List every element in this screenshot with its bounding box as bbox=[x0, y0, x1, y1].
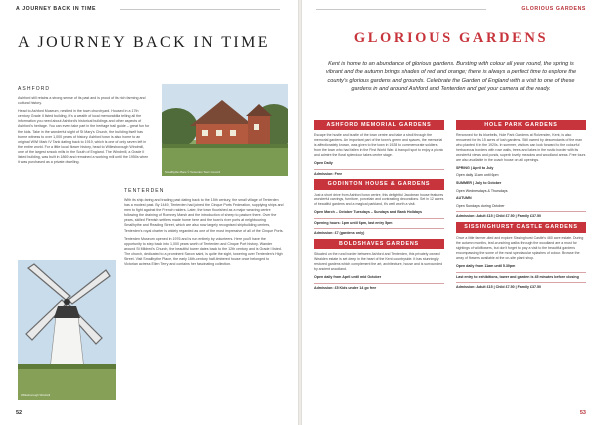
ashford-memorial-admission: Admission: Free bbox=[314, 171, 343, 176]
left-folio: 52 bbox=[16, 410, 23, 416]
house-illustration bbox=[162, 84, 288, 176]
tenterden-label: TENTERDEN bbox=[124, 188, 165, 194]
hole-park-summer-hours: Open Wednesdays & Thursdays bbox=[456, 188, 508, 193]
godinton-body: Just a short drive from Ashford town centre, this delightful Jacobean house features wonderful carvings, furniture, porcelain and contrasting decorations. Set in 12 acres of beautiful gardens and a magical parkland, it's well worth a visit. bbox=[314, 192, 444, 207]
tenterden-text bbox=[124, 198, 284, 267]
gardens-left-column bbox=[314, 120, 444, 293]
sissinghurst-body: Once a little farmer-died and explore Sissinghurst Castle's 460 acre estate. During the autumn months, leaf-crunching walks through the woodland are a must for sightings of wildflowers, but don't forget to pay a visit to the beautiful gardens encompassing the some of the most spectacular splashes of colour. Browse the array of flowers available at the on-site plant shop. bbox=[456, 236, 584, 261]
boldshaves-body: Situated on the rural border between Ashford and Tenterden, this privately owned Wealden estate is set deep in the heart of the Kent countryside. It has stunningly restored gardens which complement the art, architecture, house and is surrounded by ancient woodland. bbox=[314, 252, 443, 272]
ashford-text bbox=[18, 96, 150, 165]
godinton-heading: GODINTON HOUSE & GARDENS bbox=[314, 179, 444, 189]
hole-park-body: Renowned for its bluebells, Hole Park Gardens at Rolvenden, Kent, is also renowned for its 15 acres of lush gardens. Still owned by descendants of the man who planted it in the 1920s. In summer, visitors can look forward to the colourful herbaceous borders with rose walls, trees and lakes in the rustic border with its wonderful views and ponds, superb lovely meadow and woodland areas. Free tours are also available in the coach house on all openings. bbox=[456, 133, 586, 162]
windmill-photo bbox=[18, 260, 116, 400]
godinton-admission: Admission: £7 (gardens only) bbox=[314, 231, 365, 236]
hole-park-autumn: AUTUMN bbox=[456, 196, 472, 201]
sissinghurst-last-entry: Last entry to exhibitions, tower and garden is 45 minutes before closing bbox=[456, 274, 579, 279]
divider bbox=[314, 218, 444, 219]
divider bbox=[314, 228, 444, 229]
right-running-rule bbox=[316, 9, 486, 10]
right-folio: 53 bbox=[579, 410, 586, 416]
sissinghurst-heading: SISSINGHURST CASTLE GARDENS bbox=[456, 222, 586, 233]
hole-park-summer: SUMMER | July to October bbox=[456, 181, 502, 186]
ashford-label: ASHFORD bbox=[18, 86, 51, 92]
hole-park-admission: Admission: Adult £15 | Child £7.50 | Family £37.50 bbox=[456, 214, 541, 219]
divider bbox=[314, 169, 444, 170]
right-running-head: GLORIOUS GARDENS bbox=[521, 6, 586, 12]
divider bbox=[456, 282, 586, 283]
left-running-rule bbox=[120, 9, 280, 10]
divider bbox=[456, 272, 586, 273]
left-running-head: A JOURNEY BACK IN TIME bbox=[16, 6, 97, 12]
hole-park-autumn-hours: Open Sundays during October bbox=[456, 203, 505, 208]
hole-park-spring-hours: Open daily 11am until 6pm bbox=[456, 173, 499, 178]
ashford-paragraph: Ashford still retains a strong sense of its past and is proud of its rich farming and cultural history. bbox=[18, 96, 146, 106]
tenterden-paragraph: Tenterden Museum opened in 1976 and is run entirely by volunteers. Here you'll have the opportunity to step back into 1,000 years worth of Tenterden and Cinque Port history. Wander around St Mildred's Church, the beautiful tower dates back to the 12th century and is Grade I listed. The church, dedicated to a prominent Saxon saint, is quite the sight, towering over Tenterden's High Street. Visit Smallhythe Place, the early 16th-century half-timbered house once belonged to Victorian actress Ellen Terry and contains her fascinating collection. bbox=[124, 236, 283, 267]
right-page-title: GLORIOUS GARDENS bbox=[353, 30, 549, 46]
right-page bbox=[302, 0, 600, 425]
ashford-memorial-body: Escape the hustle and bustle of the town centre and take a stroll through the memorial gardens. An important part of the town's green and spaces, the memorial is affectionately known, was given to the town in 1928 to commemorate soldiers from the town who had fallen in the First World War. A tranquil spot to enjoy a picnic and admire the floral splendour takes centre stage. bbox=[314, 133, 444, 158]
godinton-open: Open March – October Tuesdays – Sundays and Bank Holidays bbox=[314, 210, 422, 215]
ashford-paragraph: Head to Ashford Museum, nestled in the town churchyard. Housed in a 17th century Grade II listed building, it's a wealth of local memorabilia telling all the information you need about Ashford's historical buildings and other aspects of Ashford's heritage. You can even take part in the heritage trail guide – great fun for the kids. Take in the wonderful sight of St Mary's Church, the building itself has borne witness to over 1,000 years of history. Ashford town is also home to an original WWI Mark IV Tank dating back to 1919, which is one of only seven left in the entire world. For a little local flower history, head to Willesborough Windmill, one of the largest smock mills in the South of England. The Windmill, a Grade II listed building, was built in 1869 and remained a working mill until the 1950s when it was purchased as a private dwelling. bbox=[18, 109, 150, 165]
house-photo bbox=[162, 84, 288, 176]
hole-park-spring: SPRING | April to July bbox=[456, 165, 494, 170]
sissinghurst-admission: Admission: Adult £15 | Child £7.50 | Family £37.50 bbox=[456, 285, 541, 290]
divider bbox=[456, 211, 586, 212]
house-photo-credit: Smallhythe Place © Tenterden Town Council bbox=[165, 170, 220, 174]
sissinghurst-open: Open daily from 11am until 5.30pm bbox=[456, 263, 516, 268]
boldshaves-open: Open daily from April until mid October bbox=[314, 275, 382, 280]
boldshaves-heading: BOLDSHAVES GARDENS bbox=[314, 239, 444, 249]
hole-park-heading: HOLE PARK GARDENS bbox=[456, 120, 586, 130]
ashford-memorial-open: Open Daily bbox=[314, 160, 333, 165]
left-page-title: A JOURNEY BACK IN TIME bbox=[18, 34, 270, 51]
gardens-intro: Kent is home to an abundance of glorious gardens. Bursting with colour all year round, the spring is vibrant and the autumn brings shades of red and orange; there is always a perfect time to explore the county's glorious gardens and grounds. Celebrate the Garden of England with a visit to one of these gardens in and around Ashford and Tenterden and get your camera at the ready. bbox=[325, 61, 577, 93]
boldshaves-admission: Admission: £5 Kids under 14 go free bbox=[314, 285, 377, 290]
windmill-photo-credit: Willesborough Windmill bbox=[21, 393, 51, 397]
ashford-memorial-heading: ASHFORD MEMORIAL GARDENS bbox=[314, 120, 444, 130]
divider bbox=[314, 283, 444, 284]
godinton-hours: Opening hours: 1pm until 6pm, last entry 5pm bbox=[314, 220, 393, 225]
tenterden-paragraph: With its ship-faring and trading past dating back to the 15th century, the small village of Tenterden has a modest past. By 1449, Tenterden had joined the Cinque Ports Federation, supplying ships and men to fight against the French raiders. Later, the town flourished as a major weaving centre following the draining of Romney Marsh and the introduction of sheep to pasture there. Over the years, skilled Flemish settlers made home here and the town's river ports at neighbouring Smallhythe and Reading Street, which are also now largely recognised shipbuilding centres, Tenterden's royal charter is widely regarded as one of the most impressive of all of the Cinque Ports. bbox=[124, 198, 284, 233]
left-page bbox=[0, 0, 298, 425]
windmill-illustration bbox=[18, 260, 116, 400]
gardens-right-column bbox=[456, 120, 586, 293]
